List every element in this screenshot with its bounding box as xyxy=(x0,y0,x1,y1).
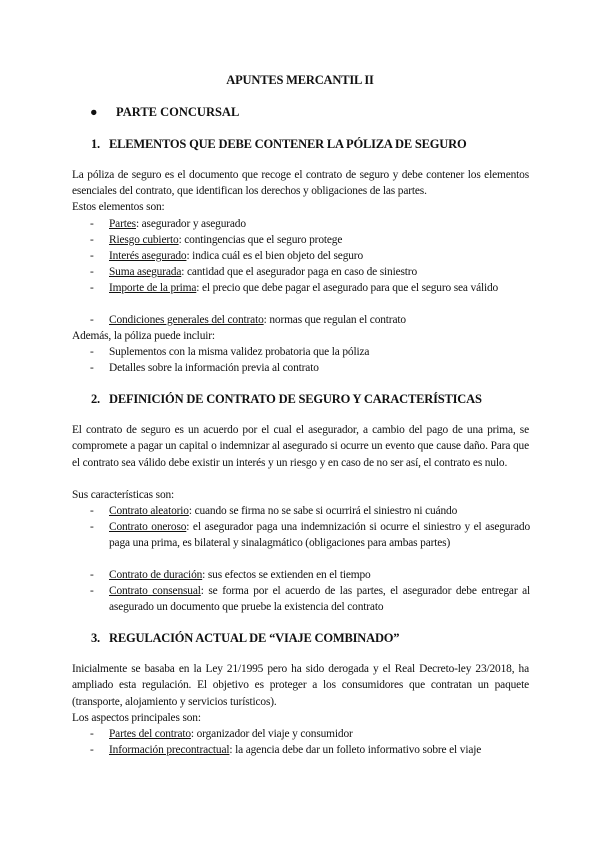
item-term: Riesgo cubierto xyxy=(109,234,179,246)
item-text: : sus efectos se extienden en el tiempo xyxy=(202,569,371,581)
item-text: : el asegurador paga una indemnización si ocurre el siniestro y el asegurado paga una prima, es bilateral y sinalagmático (obligaciones para ambas partes) xyxy=(109,521,530,550)
list-item xyxy=(90,360,530,376)
list-item xyxy=(90,280,530,296)
list-item xyxy=(90,312,530,328)
item-text: : se forma por el acuerdo de las partes, el asegurador debe entregar al asegurado un documento que pruebe la existencia del contrato xyxy=(109,585,531,614)
section-2-list-intro: Sus características son: xyxy=(72,489,175,501)
list-item xyxy=(90,726,530,742)
item-term: Información precontractual xyxy=(109,744,230,756)
dash-marker: - xyxy=(90,234,94,246)
list-item xyxy=(90,344,530,360)
section-1-heading xyxy=(91,137,466,152)
section-1-extra-intro: Además, la póliza puede incluir: xyxy=(72,330,215,342)
item-term: Importe de la prima xyxy=(109,282,197,294)
section-1-title: ELEMENTOS QUE DEBE CONTENER LA PÓLIZA DE SEGURO xyxy=(109,137,467,151)
section-1-intro: La póliza de seguro es el documento que recoge el contrato de seguro y debe contener los elementos esenciales del contrato, que identifican los derechos y obligaciones de las partes. xyxy=(72,169,529,198)
item-text: : cantidad que el asegurador paga en caso de siniestro xyxy=(181,266,417,278)
section-3-list-intro: Los aspectos principales son: xyxy=(72,712,201,724)
item-text: : el precio que debe pagar el asegurado para que el seguro sea válido xyxy=(196,282,499,294)
dash-marker: - xyxy=(90,282,94,294)
section-2-number: 2. xyxy=(91,392,100,406)
bullet-icon: ● xyxy=(90,105,98,119)
dash-marker: - xyxy=(90,505,94,517)
item-text: Suplementos con la misma validez probatoria que la póliza xyxy=(109,346,370,358)
dash-marker: - xyxy=(90,218,94,230)
dash-marker: - xyxy=(90,362,94,374)
item-term: Suma asegurada xyxy=(109,266,182,278)
section-3-number: 3. xyxy=(91,631,100,645)
list-item xyxy=(90,519,530,551)
list-item xyxy=(90,248,530,264)
list-item xyxy=(90,503,530,519)
list-item xyxy=(90,742,530,758)
section-2-heading xyxy=(91,392,482,407)
part-label: PARTE CONCURSAL xyxy=(116,105,240,119)
item-text: : contingencias que el seguro protege xyxy=(178,234,343,246)
dash-marker: - xyxy=(90,728,94,740)
item-term: Partes del contrato xyxy=(109,728,191,740)
item-term: Contrato de duración xyxy=(109,569,203,581)
section-1-number: 1. xyxy=(91,137,100,151)
dash-marker: - xyxy=(90,314,94,326)
item-text: Detalles sobre la información previa al contrato xyxy=(109,362,319,374)
section-3-intro: Inicialmente se basaba en la Ley 21/1995 pero ha sido derogada y el Real Decreto-ley 23/2018, ha ampliado esta regulación. El objetivo es proteger a los consumidores que contratan un paquete (transporte, alojamiento y servicios turísticos). xyxy=(72,663,529,708)
list-item xyxy=(90,264,530,280)
dash-marker: - xyxy=(90,569,94,581)
document-title: APUNTES MERCANTIL II xyxy=(226,73,374,87)
section-3-heading xyxy=(91,631,399,646)
list-item xyxy=(90,567,530,583)
item-term: Contrato aleatorio xyxy=(109,505,189,517)
item-text: : asegurador y asegurado xyxy=(135,218,246,230)
dash-marker: - xyxy=(90,346,94,358)
item-text: : organizador del viaje y consumidor xyxy=(190,728,353,740)
item-text: : cuando se firma no se sabe si ocurrirá el siniestro ni cuándo xyxy=(188,505,458,517)
dash-marker: - xyxy=(90,250,94,262)
section-1-list-intro: Estos elementos son: xyxy=(72,201,165,213)
dash-marker: - xyxy=(90,266,94,278)
section-3-title: REGULACIÓN ACTUAL DE “VIAJE COMBINADO” xyxy=(109,631,400,645)
part-heading xyxy=(90,105,239,120)
item-text: : indica cuál es el bien objeto del seguro xyxy=(186,250,363,262)
item-term: Contrato oneroso xyxy=(109,521,187,533)
item-term: Interés asegurado xyxy=(109,250,187,262)
item-term: Contrato consensual xyxy=(109,585,201,597)
section-2-title: DEFINICIÓN DE CONTRATO DE SEGURO Y CARACTERÍSTICAS xyxy=(109,392,482,406)
item-text: : normas que regulan el contrato xyxy=(263,314,406,326)
item-term: Condiciones generales del contrato xyxy=(109,314,264,326)
list-item xyxy=(90,216,530,232)
dash-marker: - xyxy=(90,585,94,597)
list-item xyxy=(90,583,530,615)
dash-marker: - xyxy=(90,521,94,533)
item-text: : la agencia debe dar un folleto informativo sobre el viaje xyxy=(229,744,482,756)
item-term: Partes xyxy=(109,218,136,230)
section-2-intro: El contrato de seguro es un acuerdo por el cual el asegurador, a cambio del pago de una prima, se compromete a pagar un capital o indemnizar al asegurado si ocurre un evento que cause daño. Para que el contrato sea válido debe existir un interés y un riesgo y en caso de no ser así, el contrato es nulo. xyxy=(72,424,529,469)
list-item xyxy=(90,232,530,248)
dash-marker: - xyxy=(90,744,94,756)
